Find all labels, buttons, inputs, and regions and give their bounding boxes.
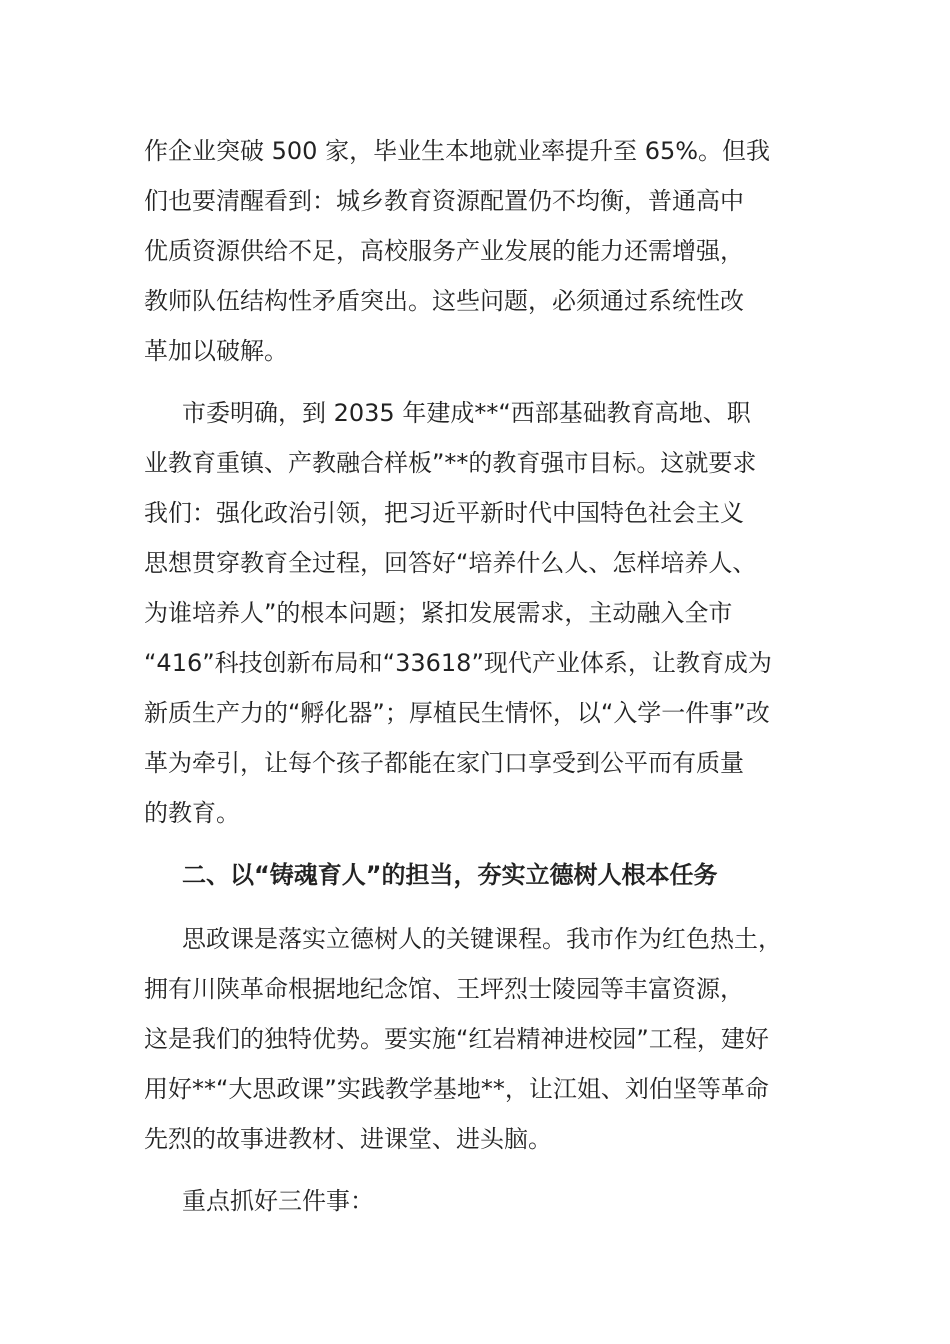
text-line: “416”科技创新布局和“33618”现代产业体系，让教育成为 [144, 649, 772, 677]
text-line: 这是我们的独特优势。要实施“红岩精神进校园”工程，建好 [144, 1025, 769, 1053]
section-heading: 二、以“铸魂育人”的担当，夯实立德树人根本任务 [182, 861, 718, 889]
text-line: 我们：强化政治引领，把习近平新时代中国特色社会主义 [144, 499, 744, 527]
paragraph-city-goals [144, 388, 814, 838]
text-line: 的教育。 [144, 799, 240, 827]
text-line: 业教育重镇、产教融合样板”**的教育强市目标。这就要求 [144, 449, 757, 477]
text-line: 用好**“大思政课”实践教学基地**，让江姐、刘伯坚等革命 [144, 1075, 769, 1103]
text-line: 作企业突破 500 家，毕业生本地就业率提升至 65%。但我 [144, 137, 771, 165]
text-line: 革为牵引，让每个孩子都能在家门口享受到公平而有质量 [144, 749, 744, 777]
text-line: 思政课是落实立德树人的关键课程。我市作为红色热土， [182, 925, 782, 953]
document-body [144, 126, 814, 1238]
paragraph-three-tasks [144, 1176, 814, 1226]
text-line: 先烈的故事进教材、进课堂、进头脑。 [144, 1125, 552, 1153]
text-line: 市委明确，到 2035 年建成**“西部基础教育高地、职 [182, 399, 751, 427]
paragraph-employment-status [144, 126, 814, 376]
text-line: 革加以破解。 [144, 337, 288, 365]
text-line: 优质资源供给不足，高校服务产业发展的能力还需增强， [144, 237, 744, 265]
paragraph-ideological-course [144, 914, 814, 1164]
text-line: 为谁培养人”的根本问题；紧扣发展需求，主动融入全市 [144, 599, 733, 627]
text-line: 新质生产力的“孵化器”；厚植民生情怀，以“入学一件事”改 [144, 699, 770, 727]
text-line: 拥有川陕革命根据地纪念馆、王坪烈士陵园等丰富资源， [144, 975, 744, 1003]
text-line: 们也要清醒看到：城乡教育资源配置仍不均衡，普通高中 [144, 187, 744, 215]
text-line: 教师队伍结构性矛盾突出。这些问题，必须通过系统性改 [144, 287, 744, 315]
text-line: 重点抓好三件事： [182, 1187, 374, 1215]
text-line: 思想贯穿教育全过程，回答好“培养什么人、怎样培养人、 [144, 549, 757, 577]
